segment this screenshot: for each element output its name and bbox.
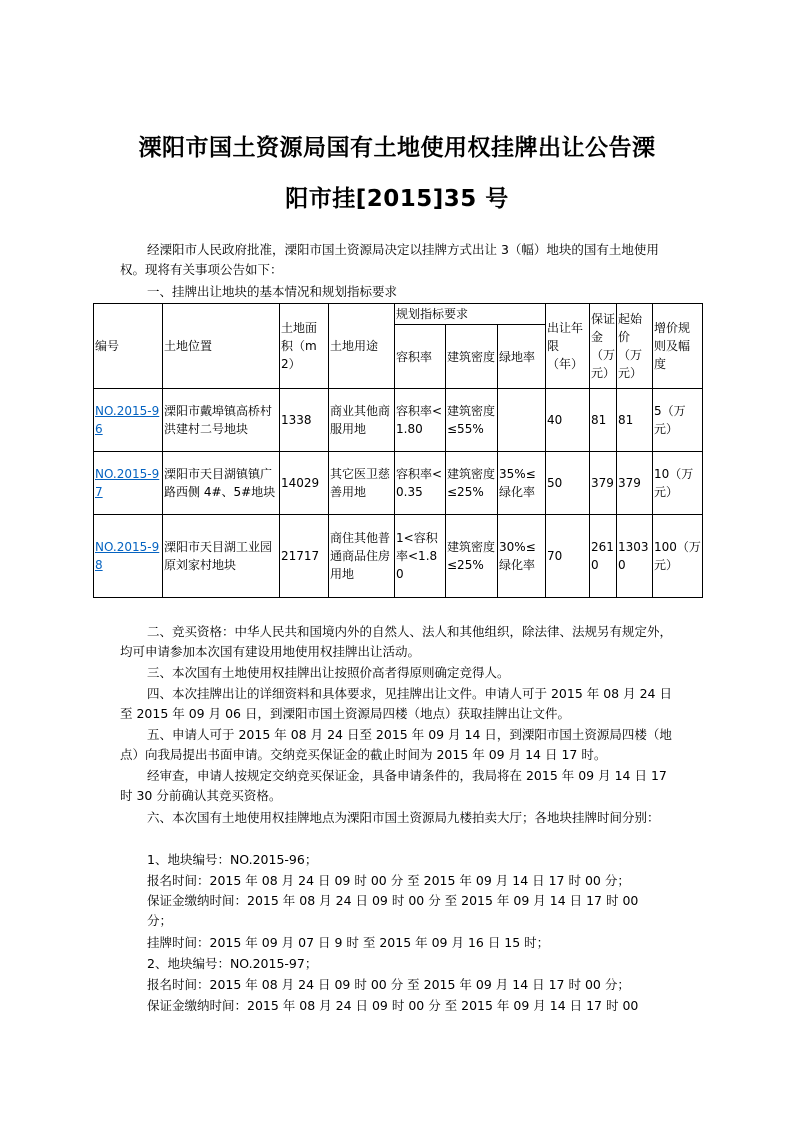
cell-far: 容积率<1.80 [395, 389, 446, 452]
cell-location: 溧阳市天目湖工业园原刘家村地块 [163, 515, 280, 598]
cell-area: 21717 [280, 515, 329, 598]
land-parcels-table [93, 303, 703, 598]
section-three-principle: 三、本次国有土地使用权挂牌出让按照价高者得原则确定竞得人。 [147, 665, 510, 680]
cell-far: 1<容积率<1.80 [395, 515, 446, 598]
cell-increment: 5（万元） [653, 389, 703, 452]
table-row [94, 515, 703, 598]
header-term: 出让年限（年） [546, 304, 590, 389]
parcel-1-registration: 报名时间：2015 年 08 月 24 日 09 时 00 分 至 2015 年 09 月 14 日 17 时 00 分； [147, 873, 630, 888]
cell-start-price: 81 [617, 389, 653, 452]
section-six-location: 六、本次国有土地使用权挂牌地点为溧阳市国土资源局九楼拍卖大厅；各地块挂牌时间分别： [147, 810, 660, 825]
parcel-2-heading: 2、地块编号：NO.2015-97； [147, 956, 318, 971]
header-deposit: 保证金（万元） [590, 304, 617, 389]
parcel-1-heading: 1、地块编号：NO.2015-96； [147, 852, 318, 867]
parcel-1-listing-time: 挂牌时间：2015 年 09 月 07 日 9 时 至 2015 年 09 月 16 日 15 时； [147, 935, 550, 950]
header-location: 土地位置 [163, 304, 280, 389]
cell-term: 40 [546, 389, 590, 452]
header-area: 土地面积（m2） [280, 304, 329, 389]
parcel-code-link[interactable]: NO.2015-98 [95, 540, 160, 572]
cell-term: 50 [546, 452, 590, 515]
parcel-code-link[interactable]: NO.2015-96 [95, 404, 160, 436]
cell-density: 建筑密度≤25% [446, 515, 498, 598]
cell-area: 14029 [280, 452, 329, 515]
header-use: 土地用途 [329, 304, 395, 389]
cell-use: 商住其他普通商品住房用地 [329, 515, 395, 598]
section-four-documents: 四、本次挂牌出让的详细资料和具体要求，见挂牌出让文件。申请人可于 2015 年 08 月 24 日至 2015 年 09 月 06 日，到溧阳市国土资源局四楼（地点）获取挂牌出让文件。 [120, 686, 672, 721]
parcel-2-deposit-time: 保证金缴纳时间：2015 年 08 月 24 日 09 时 00 分 至 2015 年 09 月 14 日 17 时 00 [147, 998, 639, 1013]
cell-use: 商业其他商服用地 [329, 389, 395, 452]
cell-location: 溧阳市天目湖镇镇广路西侧 4#、5#地块 [163, 452, 280, 515]
cell-deposit: 81 [590, 389, 617, 452]
cell-increment: 100（万元） [653, 515, 703, 598]
parcel-code-link[interactable]: NO.2015-97 [95, 467, 160, 499]
cell-area: 1338 [280, 389, 329, 452]
cell-start-price: 379 [617, 452, 653, 515]
cell-use: 其它医卫慈善用地 [329, 452, 395, 515]
review-paragraph: 经审查，申请人按规定交纳竞买保证金，具备申请条件的，我局将在 2015 年 09 月 14 日 17 时 30 分前确认其竞买资格。 [120, 768, 667, 803]
header-code: 编号 [94, 304, 163, 389]
header-increment: 增价规则及幅度 [653, 304, 703, 389]
cell-green: 35%≤绿化率 [498, 452, 546, 515]
header-far: 容积率 [395, 325, 446, 389]
document-title-line1: 溧阳市国土资源局国有土地使用权挂牌出让公告溧 [138, 135, 656, 161]
cell-green [498, 389, 546, 452]
cell-deposit: 2610 [590, 515, 617, 598]
header-start-price: 起始价（万元） [617, 304, 653, 389]
parcel-2-registration: 报名时间：2015 年 08 月 24 日 09 时 00 分 至 2015 年 09 月 14 日 17 时 00 分； [147, 977, 630, 992]
cell-green: 30%≤绿化率 [498, 515, 546, 598]
cell-term: 70 [546, 515, 590, 598]
intro-paragraph: 经溧阳市人民政府批准，溧阳市国土资源局决定以挂牌方式出让 3（幅）地块的国有土地使用权。现将有关事项公告如下： [120, 242, 659, 277]
cell-location: 溧阳市戴埠镇高桥村洪建村二号地块 [163, 389, 280, 452]
cell-density: 建筑密度≤25% [446, 452, 498, 515]
parcel-1-deposit-time: 保证金缴纳时间：2015 年 08 月 24 日 09 时 00 分 至 2015 年 09 月 14 日 17 时 00 分； [147, 893, 639, 928]
table-row [94, 389, 703, 452]
header-planning: 规划指标要求 [395, 304, 546, 325]
cell-density: 建筑密度≤55% [446, 389, 498, 452]
cell-deposit: 379 [590, 452, 617, 515]
table-row [94, 452, 703, 515]
cell-start-price: 13030 [617, 515, 653, 598]
header-green: 绿地率 [498, 325, 546, 389]
section-two-qualification: 二、竞买资格：中华人民共和国境内外的自然人、法人和其他组织，除法律、法规另有规定外，均可申请参加本次国有建设用地使用权挂牌出让活动。 [120, 624, 673, 659]
section-five-application: 五、申请人可于 2015 年 08 月 24 日至 2015 年 09 月 14 日，到溧阳市国土资源局四楼（地点）向我局提出书面申请。交纳竞买保证金的截止时间为 2015 年 09 月 14 日 17 时。 [120, 727, 672, 762]
document-title-line2: 阳市挂[2015]35 号 [285, 186, 509, 212]
header-density: 建筑密度 [446, 325, 498, 389]
cell-far: 容积率<0.35 [395, 452, 446, 515]
section-one-heading: 一、挂牌出让地块的基本情况和规划指标要求 [147, 284, 398, 299]
cell-increment: 10（万元） [653, 452, 703, 515]
